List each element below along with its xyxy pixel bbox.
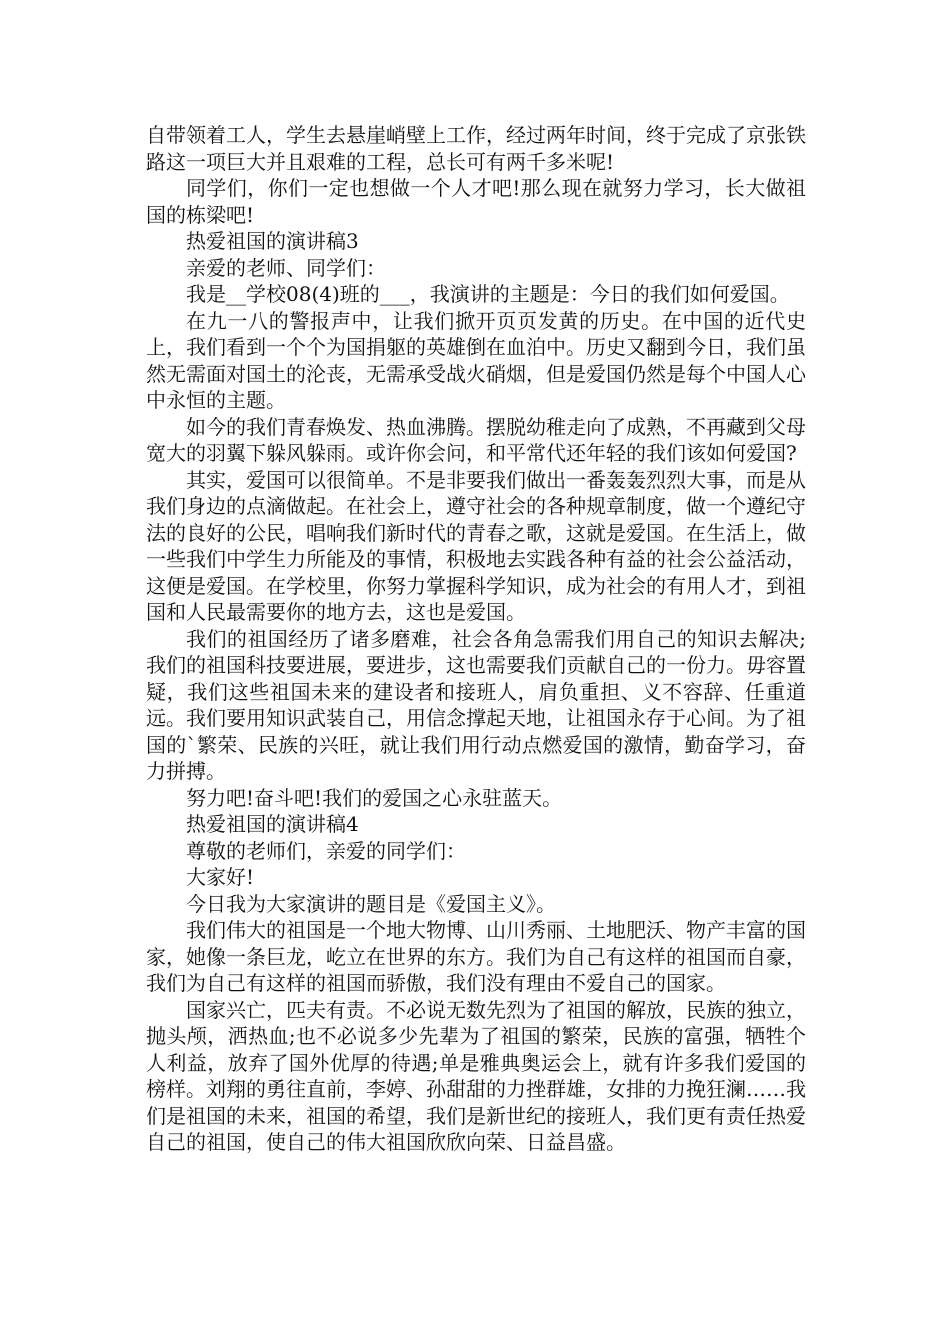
paragraph: 同学们，你们一定也想做一个人才吧!那么现在就努力学习，长大做祖国的栋梁吧! <box>146 176 806 227</box>
paragraph: 今日我为大家演讲的题目是《爱国主义》。 <box>186 891 556 916</box>
salutation: 亲爱的老师、同学们： <box>186 255 386 280</box>
paragraph: 努力吧!奋斗吧!我们的爱国之心永驻蓝天。 <box>186 785 563 810</box>
paragraph: 我们伟大的祖国是一个地大物博、山川秀丽、土地肥沃、物产丰富的国家，她像一条巨龙，屹立在世界的东方。我们为自己有这样的祖国而自豪，我们为自己有这样的祖国而骄傲，我们没有理由不爱自己的国家。 <box>146 918 806 995</box>
paragraph: 自带领着工人，学生去悬崖峭壁上工作，经过两年时间，终于完成了京张铁路这一项巨大并且艰难的工程，总长可有两千多米呢! <box>146 123 806 174</box>
document-page <box>146 122 806 1156</box>
paragraph: 在九一八的警报声中，让我们掀开页页发黄的历史。在中国的近代史上，我们看到一个个为国捐躯的英雄倒在血泊中。历史又翻到今日，我们虽然无需面对国土的沦丧，无需承受战火硝烟，但是爱国仍然是每个中国人心中永恒的主题。 <box>146 308 806 412</box>
paragraph: 我们的祖国经历了诸多磨难，社会各角急需我们用自己的知识去解决;我们的祖国科技要进展，要进步，这也需要我们贡献自己的一份力。毋容置疑，我们这些祖国未来的建设者和接班人，肩负重担、义不容辞、任重道远。我们要用知识武装自己，用信念撑起天地，让祖国永存于心间。为了祖国的`繁荣、民族的兴旺，就让我们用行动点燃爱国的激情，勤奋学习，奋力拼搏。 <box>146 626 806 783</box>
paragraph: 如今的我们青春焕发、热血沸腾。摆脱幼稚走向了成熟，不再藏到父母宽大的羽翼下躲风躲雨。或许你会问，和平常代还年轻的我们该如何爱国? <box>146 414 806 465</box>
section-heading: 热爱祖国的演讲稿4 <box>186 812 359 836</box>
salutation: 尊敬的老师们，亲爱的同学们： <box>186 838 466 863</box>
paragraph: 其实，爱国可以很简单。不是非要我们做出一番轰轰烈烈大事，而是从我们身边的点滴做起。在社会上，遵守社会的各种规章制度，做一个遵纪守法的良好的公民，唱响我们新时代的青春之歌，这就是爱国。在生活上，做一些我们中学生力所能及的事情，积极地去实践各种有益的社会公益活动，这便是爱国。在学校里，你努力掌握科学知识，成为社会的有用人才，到祖国和人民最需要你的地方去，这也是爱国。 <box>146 467 806 624</box>
section-heading: 热爱祖国的演讲稿3 <box>186 229 359 253</box>
greeting: 大家好! <box>186 865 255 889</box>
paragraph: 我是__学校08(4)班的___，我演讲的主题是：今日的我们如何爱国。 <box>186 282 790 306</box>
paragraph: 国家兴亡，匹夫有责。不必说无数先烈为了祖国的解放，民族的独立，抛头颅，洒热血;也不必说多少先辈为了祖国的繁荣，民族的富强，牺牲个人利益，放弃了国外优厚的待遇;单是雅典奥运会上，就有许多我们爱国的榜样。刘翔的勇往直前，李婷、孙甜甜的力挫群雄，女排的力挽狂澜……我们是祖国的未来，祖国的希望，我们是新世纪的接班人，我们更有责任热爱自己的祖国，使自己的伟大祖国欣欣向荣、日益昌盛。 <box>146 997 806 1154</box>
